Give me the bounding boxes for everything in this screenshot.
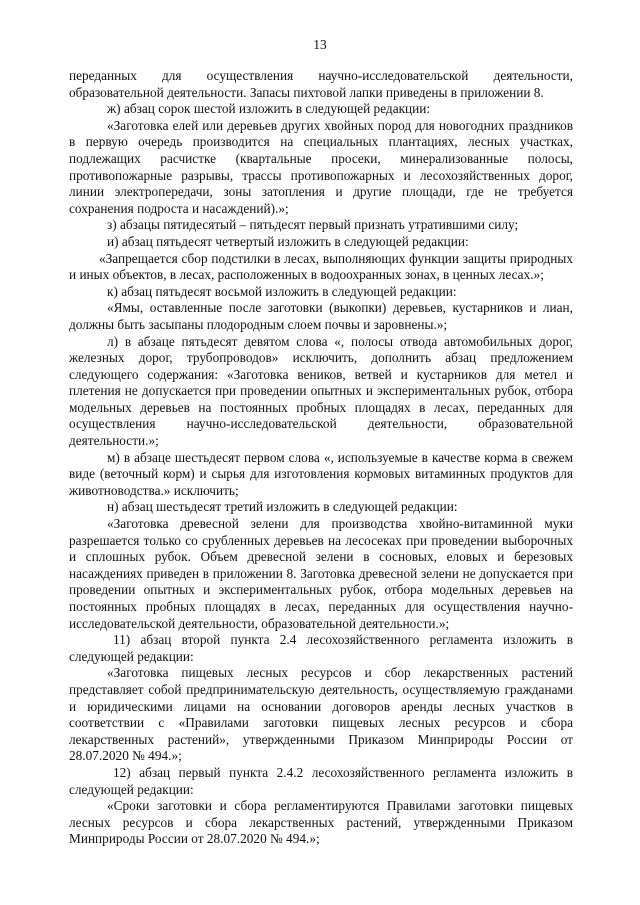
paragraph-item-n: н) абзац шестьдесят третий изложить в следующей редакции: [107,499,458,515]
paragraph-item-12: 12) абзац первый пункта 2.4.2 лесохозяйственного регламента изложить в следующей редакции: [69,764,573,797]
paragraph-item-l: л) в абзаце пятьдесят девятом слова «, полосы отвода автомобильных дорог, железных дорог, трубопроводов» исключить, дополнить абзац предложением следующего содержания: «Заготовка веников, ветвей и кустарников для метел и плетения не допускается при проведении опытных и экспериментальных рубок, отбора модельных деревьев на постоянных пробных площадях в лесах, переданных для осуществления научно-исследовательской деятельности, образовательной деятельности.»; [69,333,573,449]
paragraph-quote-food-resources: «Заготовка пищевых лесных ресурсов и сбор лекарственных растений представляет собой предпринимательскую деятельность, осуществляемую гражданами и юридическими лицами на основании договоров аренды лесных участков в соответствии с «Правилами заготовки пищевых лесных ресурсов и сбора лекарственных растений», утвержденными Приказом Минприроды России от 28.07.2020 № 494.»; [69,665,573,764]
paragraph-item-m: м) в абзаце шестьдесят первом слова «, используемые в качестве корма в свежем виде (веточный корм) и сырья для изготовления кормовых витаминных продуктов для животноводства.» исключить; [69,449,573,498]
paragraph-quote-terms: «Сроки заготовки и сбора регламентируются Правилами заготовки пищевых лесных ресурсов и сбора лекарственных растений, утвержденными Приказом Минприроды России от 28.07.2020 № 494.»; [69,798,573,847]
paragraph-quote-pits: «Ямы, оставленные после заготовки (выкопки) деревьев, кустарников и лиан, должны быть засыпаны плодородным слоем почвы и заровнены.»; [69,300,573,332]
paragraph-continuation: переданных для осуществления научно-исследовательской деятельности, образовательной деятельности. Запасы пихтовой лапки приведены в приложении 8. [69,68,573,100]
document-body [69,68,573,848]
paragraph-item-zh: ж) абзац сорок шестой изложить в следующей редакции: [107,101,431,117]
paragraph-item-z: з) абзацы пятидесятый – пятьдесят первый признать утратившими силу; [107,217,519,233]
paragraph-item-i: и) абзац пятьдесят четвертый изложить в следующей редакции: [107,233,469,249]
paragraph-quote-litter-ban: «Запрещается сбор подстилки в лесах, выполняющих функции защиты природных и иных объектов, в лесах, расположенных в водоохранных зонах, в ценных лесах.»; [69,250,573,283]
paragraph-quote-greenery: «Заготовка древесной зелени для производства хвойно-витаминной муки разрешается только со срубленных деревьев на лесосеках при проведении выборочных и сплошных рубок. Объем древесной зелени в сосновых, еловых и березовых насаждениях приведен в приложении 8. Заготовка древесной зелени не допускается при проведении опытных и экспериментальных рубок, отбора модельных деревьев на постоянных пробных площадях в лесах, переданных для осуществления научно-исследовательской деятельности, образовательной деятельности.»; [69,516,573,631]
paragraph-item-k: к) абзац пятьдесят восьмой изложить в следующей редакции: [107,283,457,299]
paragraph-item-11: 11) абзац второй пункта 2.4 лесохозяйственного регламента изложить в следующей редакции: [69,632,573,664]
page-number: 13 [313,37,327,52]
paragraph-quote-spruce-harvest: «Заготовка елей или деревьев других хвойных пород для новогодних праздников в первую очередь производится на специальных плантациях, лесных участках, подлежащих расчистке (квартальные просеки, минерализованные полосы, противопожарные разрывы, трассы противопожарных и лесохозяйственных дорог, линии электропередачи, зоны затопления и другие площади, где не требуется сохранения подроста и насаждений).»; [69,117,573,216]
